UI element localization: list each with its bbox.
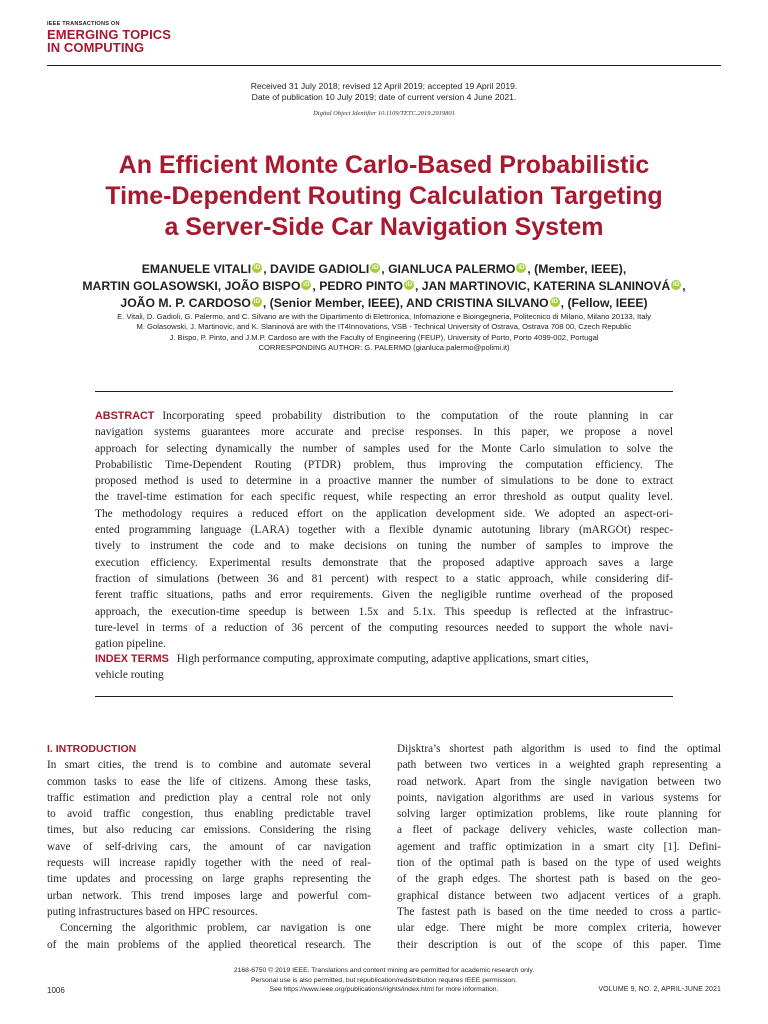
abstract-line: ferent traffic situations, paths and error requirements. Given the negligible runtime overhead of the proposed: [95, 589, 673, 602]
abstract-line: fraction of simulations (between 36 and 81 percent) with respect to a static approach, while considering dif-: [95, 572, 673, 585]
orcid-icon[interactable]: iD: [551, 298, 558, 305]
index-terms-label: INDEX TERMS: [95, 653, 169, 665]
journal-logo-line3: IN COMPUTING: [47, 39, 145, 55]
body-line: urban network. This trend imposes large and powerful com-: [47, 889, 371, 902]
author-palermo-role: , (Member, IEEE),: [527, 262, 627, 276]
body-line: of the main problems of the applied theoretical research. The: [47, 938, 371, 951]
abstract-line: execution efficiency. Experimental results demonstrate that the proposed adaptive approach saves a large: [95, 556, 673, 569]
authors-line3: [20, 295, 748, 312]
journal-logo-line2: EMERGING TOPICS: [47, 26, 172, 42]
index-terms-line: vehicle routing: [95, 669, 164, 682]
body-line: The fastest path is based on the time needed to cross a partic-: [397, 905, 721, 918]
abstract-line: proposed method is used to determine in a proactive manner the number of simulations to be done to extract: [95, 475, 673, 488]
abstract-label: ABSTRACT: [95, 410, 155, 422]
body-line: path between two vertices in a weighted graph representing a: [397, 759, 721, 772]
right-column: [397, 741, 721, 953]
abstract-line: navigation systems guarantees more accurate and precise responses. In this paper, we propose a novel: [95, 426, 673, 439]
abstract-line: the travel-time estimation for each specific request, while respecting an error threshold as output quality level.: [95, 491, 673, 504]
article-history: [0, 81, 768, 102]
body-line: a fleet of package delivery vehicles, waste collection man-: [397, 824, 721, 837]
body-line: Dijsktra’s shortest path algorithm is used to find the optimal: [397, 743, 721, 755]
publication-dates: Date of publication 10 July 2019; date of current version 4 June 2021.: [251, 91, 517, 102]
authors-line1: [20, 261, 748, 278]
body-line: road network. Apart from the single navigation between two: [397, 775, 721, 788]
body-line: to avoid traffic congestion, thus enabling predictable travel: [47, 808, 371, 821]
orcid-icon[interactable]: iD: [372, 264, 379, 271]
author-cardoso: JOÃO M. P. CARDOSO: [120, 296, 251, 310]
orcid-icon[interactable]: iD: [253, 298, 261, 305]
authors-line2: [20, 278, 748, 295]
abstract-line: ABSTRACT Incorporating speed probability distribution to the computation of the route planning in car: [95, 410, 673, 422]
abstract-bottom-rule: [95, 696, 673, 697]
body-line: solving larger optimization problems, like route planning for: [397, 808, 721, 821]
journal-logo: [47, 22, 171, 54]
abstract-line: gation pipeline.: [95, 638, 166, 651]
abstract-line: approach, the execution-time speedup is between 1.5x and 5.1x. This speedup is reflected at the infrastruc-: [95, 605, 673, 618]
index-terms-line: INDEX TERMS High performance computing, approximate computing, adaptive applications, smart cities,: [95, 653, 589, 665]
orcid-icon[interactable]: iD: [405, 281, 413, 288]
author-golasowski-bispo: MARTIN GOLASOWSKI, JOÃO BISPO: [82, 279, 301, 293]
author-martinovic-slaninova: , JAN MARTINOVIC, KATERINA SLANINOVÁ: [414, 279, 671, 293]
received-dates: Received 31 July 2018; revised 12 April 2019; accepted 19 April 2019.: [250, 81, 518, 91]
body-line: common tasks to ease the life of citizens. Among these tasks,: [47, 775, 371, 788]
author-list: [20, 261, 748, 312]
title-line3: a Server-Side Car Navigation System: [164, 213, 604, 241]
affiliation-feup: J. Bispo, P. Pinto, and J.M.P. Cardoso are with the Faculty of Engineering (FEUP), University of Porto, Porto 4099-002, Portugal: [169, 332, 599, 342]
orcid-icon[interactable]: iD: [672, 281, 680, 288]
author-silvano: , (Senior Member, IEEE), AND CRISTINA SILVANO: [262, 296, 549, 310]
author-pinto: , PEDRO PINTO: [312, 279, 403, 293]
index-terms: [95, 651, 673, 684]
abstract-line: approach for selecting dynamically the number of samples used for the Monte Carlo simulation to solve the: [95, 442, 673, 455]
abstract-line: ture-level in terms of a reduction of 36 percent of the computing resources needed to support the whole navi-: [95, 621, 673, 634]
body-line: Concerning the algorithmic problem, car navigation is one: [60, 922, 371, 935]
orcid-icon[interactable]: iD: [253, 264, 261, 271]
body-line: times, but also reducing car emissions. Considering the rising: [47, 824, 371, 837]
body-line: their description is out of the scope of this paper. Time: [397, 938, 721, 951]
body-line: requests will increase rapidly together with the need of real-: [47, 857, 371, 870]
body-line: time updates and processing on large graphs representing the: [47, 873, 371, 886]
abstract-line: The methodology requires a reduced effort on the application development side. We adopted an aspect-ori-: [95, 507, 673, 520]
copyright-line2: Personal use is also permitted, but republication/redistribution requires IEEE permission.: [251, 976, 517, 984]
corresponding-author: CORRESPONDING AUTHOR: G. PALERMO (gianluca.palermo@polimi.it): [258, 342, 510, 352]
body-line: puting infrastructures based on HPC resources.: [47, 905, 258, 918]
body-line: wave of self-driving cars, the amount of car navigation: [47, 840, 371, 853]
left-column: [47, 741, 371, 953]
body-line: of the graph edges. The shortest path is based on the geo-: [397, 873, 721, 886]
body-line: points, navigation algorithms are used in various systems for: [397, 791, 721, 804]
body-line: ular edge. There might be more complex criteria, however: [397, 922, 721, 935]
journal-logo-line1: IEEE TRANSACTIONS ON: [47, 21, 120, 27]
body-line: In smart cities, the trend is to combine and automate several: [47, 759, 371, 772]
authors-line2-end: ,: [682, 279, 686, 293]
affiliation-polimi: E. Vitali, D. Gadioli, G. Palermo, and C. Silvano are with the Dipartimento di Elettronica, Infomazione e Bioingegneria, Politecnico di Milano, Milano 20133, Italy: [117, 312, 651, 321]
orcid-icon[interactable]: iD: [518, 264, 525, 271]
author-palermo: , GIANLUCA PALERMO: [381, 262, 516, 276]
body-line: agement and traffic optimization in a smart city [1]. Defini-: [397, 840, 721, 853]
doi: Digital Object Identifier 10.1109/TETC.2019.2919801: [313, 110, 455, 117]
abstract-line: ented programming language (LARA) together with a flexible dynamic autotuning library (mARGOt) respec-: [95, 524, 673, 537]
author-vitali: EMANUELE VITALI: [141, 262, 252, 276]
affiliation-it4i: M. Golasowski, J. Martinovic, and K. Slaninová are with the IT4Innovations, VSB - Technical University of Ostrava, Ostrava 708 00, Czech Republic: [136, 322, 632, 332]
abstract-top-rule: [95, 391, 673, 392]
page-number: 1006: [47, 986, 65, 995]
affiliations: [0, 312, 768, 353]
abstract-line: tively to instrument the code and to make decisions on tuning the number of samples to improve the: [95, 540, 673, 553]
author-gadioli: , DAVIDE GADIOLI: [263, 262, 370, 276]
paper-title: [40, 150, 728, 243]
body-line: traffic estimation and prediction play a central role not only: [47, 791, 371, 804]
author-silvano-role: , (Fellow, IEEE): [560, 296, 648, 310]
title-line2: Time-Dependent Routing Calculation Targeting: [105, 182, 663, 210]
abstract-line: Probabilistic Time-Dependent Routing (PTDR) problem, thus improving the computation efficiency. The: [95, 458, 673, 471]
orcid-icon[interactable]: iD: [303, 281, 310, 288]
abstract: [95, 408, 673, 652]
title-line1: An Efficient Monte Carlo-Based Probabilistic: [118, 151, 650, 179]
section-heading: I. INTRODUCTION: [47, 743, 137, 755]
header-divider: [47, 65, 721, 66]
body-line: tion of the optimal path is based on the type of used weights: [397, 857, 721, 870]
copyright-line1: 2168-6750 © 2019 IEEE. Translations and content mining are permitted for academic research only.: [233, 967, 535, 974]
body-line: graphical distance between two adjacent vertices of a graph.: [397, 889, 721, 902]
copyright-line3: See https://www.ieee.org/publications/rights/index.html for more information.: [269, 986, 499, 994]
volume-info: VOLUME 9, NO. 2, APRIL-JUNE 2021: [598, 986, 721, 993]
